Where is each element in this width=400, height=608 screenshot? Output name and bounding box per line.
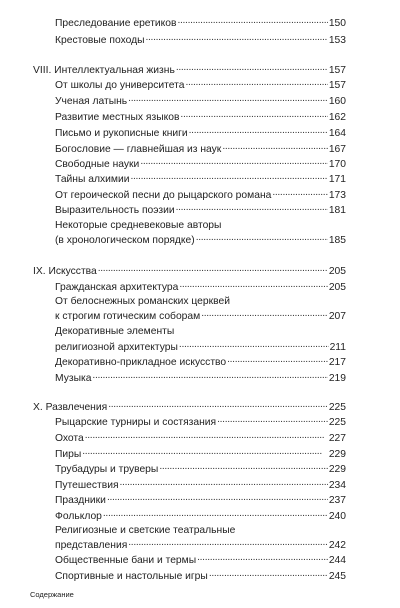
leader-dots [179,340,329,350]
leader-dots [227,355,328,365]
toc-page-number: 225 [328,402,346,413]
toc-section-title: IX. Искусства [33,266,97,277]
toc-entry-row [55,462,346,476]
toc-page-number: 227 [328,433,346,444]
toc-entry-title: Музыка [55,373,92,384]
toc-page-number: 150 [328,18,346,29]
toc-entry-title: религиозной архитектуры [55,342,178,353]
toc-entry-row [55,493,346,507]
toc-entry-title: Декоративно-прикладное искусство [55,357,227,368]
toc-page-number: 245 [328,571,346,582]
leader-dots [146,33,328,43]
toc-entry-row [55,309,346,323]
toc-entry-title-line1: От белоснежных романских церквей [55,296,230,307]
leader-dots [140,157,328,167]
toc-page-number: 162 [328,112,346,123]
toc-entry-title: От героической песни до рыцарского романа [55,190,272,201]
toc-entry-title: Охота [55,433,84,444]
toc-page-number: 157 [328,65,346,76]
leader-dots [196,233,328,243]
toc-entry-row [55,553,346,567]
toc-page-number: 211 [329,342,346,353]
toc-section-row [33,400,346,414]
leader-dots [128,94,328,104]
toc-section-title: VIII. Интеллектуальная жизнь [33,65,175,76]
toc-page-number: 234 [328,480,346,491]
toc-page-number: 229 [328,449,346,460]
leader-dots [179,280,328,290]
toc-page-number: 217 [328,357,346,368]
toc-entry-title: Путешествия [55,480,119,491]
toc-entry-row [55,233,346,247]
leader-dots [222,142,327,152]
leader-dots [189,126,328,136]
leader-dots [185,78,327,88]
toc-entry-title: Богословие — главнейшая из наук [55,144,222,155]
leader-dots [197,553,328,563]
toc-entry-row [55,371,346,385]
toc-page-number: 242 [328,540,346,551]
toc-entry-title: представления [55,540,128,551]
toc-entry-title-line1: Религиозные и светские театральные [55,525,236,536]
toc-entry-row [55,110,346,124]
toc-page-number: 237 [328,495,346,506]
toc-entry-title-line1: Декоративные элементы [55,326,175,337]
toc-entry-title: От школы до университета [55,80,185,91]
toc-entry-row [55,142,346,156]
toc-entry-title: (в хронологическом порядке) [55,235,195,246]
leader-dots [176,63,328,73]
leader-dots [201,309,328,319]
toc-entry-row [55,33,346,47]
toc-section-title: X. Развлечения [33,402,108,413]
toc-entry-row [55,78,346,92]
leader-dots [130,172,327,182]
leader-dots [272,188,327,198]
toc-entry-row [55,538,346,552]
toc-entry-title: Развитие местных языков [55,112,180,123]
toc-entry-title: Ученая латынь [55,96,128,107]
leader-dots [92,371,327,381]
toc-entry-title: Письмо и рукописные книги [55,128,188,139]
toc-entry-title: Крестовые походы [55,35,145,46]
toc-entry-title: Фольклор [55,511,102,522]
toc-page-number: 164 [328,128,346,139]
toc-entry-title: Рыцарские турниры и состязания [55,417,217,428]
toc-page-number: 167 [328,144,346,155]
toc-entry-row [55,415,346,429]
toc-page-number: 229 [328,464,346,475]
running-footer: Содержание [30,590,74,599]
toc-page-number: 157 [328,80,346,91]
toc-entry-row [55,280,346,294]
toc-entry-title: Спортивные и настольные игры [55,571,208,582]
toc-entry-title: Общественные бани и термы [55,555,197,566]
leader-dots [159,462,328,472]
toc-entry-row [55,188,346,202]
toc-page-number: 181 [328,205,346,216]
toc-entry-title: Свободные науки [55,159,140,170]
toc-entry-title: Трубадуры и труверы [55,464,159,475]
toc-page-number: 219 [328,373,346,384]
toc-page-number: 205 [328,266,346,277]
toc-section-row [33,264,346,278]
leader-dots [85,431,328,441]
toc-entry-row [55,509,346,523]
toc-entry-row [55,478,346,492]
toc-entry-title-line1: Некоторые средневековые авторы [55,220,222,231]
leader-dots [128,538,328,548]
toc-entry-title: Преследование еретиков [55,18,177,29]
toc-page-number: 207 [328,311,346,322]
toc-entry-title: Праздники [55,495,106,506]
leader-dots [103,509,328,519]
toc-page-number: 170 [328,159,346,170]
toc-entry-row [55,126,346,140]
toc-entry-row [55,94,346,108]
toc-page-number: 171 [328,174,346,185]
toc-entry-row [55,172,346,186]
toc-page-number: 173 [328,190,346,201]
toc-entry-title: Выразительность поэзии [55,205,175,216]
toc-entry-row [55,431,346,445]
toc-entry-row [55,203,346,217]
toc-entry-row [55,355,346,369]
toc-page-number: 240 [328,511,346,522]
toc-page-number: 244 [328,555,346,566]
leader-dots [209,569,328,579]
toc-section-row [33,63,346,77]
toc-entry-title: Пиры [55,449,82,460]
leader-dots [180,110,327,120]
toc-entry-row [55,157,346,171]
leader-dots [107,493,328,503]
toc-page-number: 185 [328,235,346,246]
toc-entry-title: к строгим готическим соборам [55,311,201,322]
leader-dots [120,478,328,488]
toc-entry-row [55,16,346,30]
leader-dots [108,400,328,410]
toc-entry-row [55,447,346,461]
toc-page-number: 153 [328,35,346,46]
leader-dots [177,16,327,26]
toc-page-number: 160 [328,96,346,107]
toc-entry-title: Гражданская архитектура [55,282,179,293]
toc-entry-row [55,569,346,583]
leader-dots [98,264,328,274]
toc-entry-title: Тайны алхимии [55,174,130,185]
toc-entry-row [55,340,346,354]
leader-dots [217,415,328,425]
leader-dots [82,447,328,457]
toc-page-number: 225 [328,417,346,428]
toc-page-number: 205 [328,282,346,293]
leader-dots [176,203,328,213]
